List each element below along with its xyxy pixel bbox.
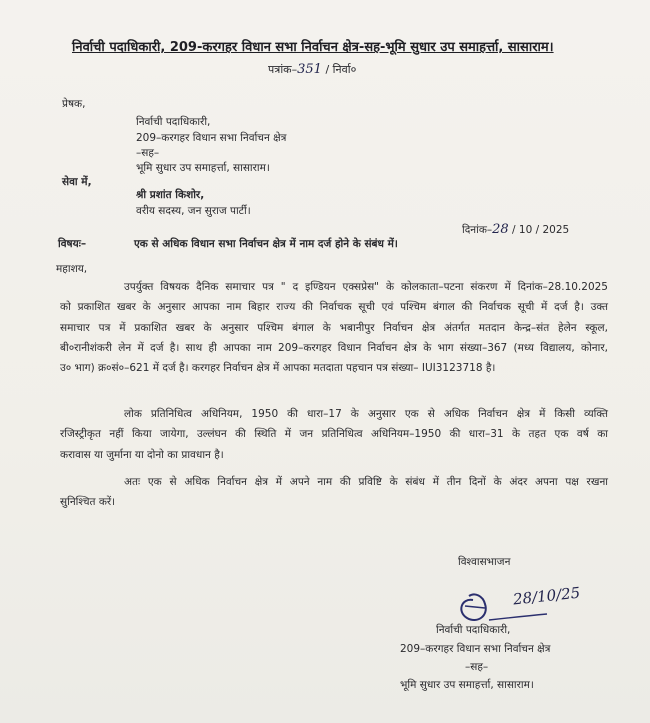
para2-line: करावास या जुर्माना या दोनो का प्रावधान है। [60,448,224,461]
handwritten-signature [455,578,595,628]
recipient-title: वरीय सदस्य, जन सुराज पार्टी। [136,205,251,217]
body-paragraph-1 [60,277,608,378]
para1-line: बी०रानीशंकरी लेन में दर्ज है। साथ ही आपका नाम 209–करगहर विधान निर्वाचन क्षेत्र के भाग संख्या–367 (मध्य विद्यालय, कोनार, [60,341,608,354]
recipient-label: सेवा में, [62,176,92,188]
ref-number-handwritten: 351 [297,62,322,77]
reference-number [268,63,356,78]
para3-line: सुनिश्चित करें। [60,496,116,509]
sender-line-3: –सह– [136,147,160,159]
ref-suffix: / निर्वा० [325,63,357,76]
recipient-name: श्री प्रशांत किशोर, [136,189,205,201]
date-day-handwritten: 28 [492,222,509,237]
closing-line-1: निर्वाची पदाधिकारी, [436,624,511,636]
sender-line-4: भूमि सुधार उप समाहर्त्ता, सासाराम। [136,162,270,174]
para2-line: लोक प्रतिनिधित्व अधिनियम, 1950 की धारा–17 के अनुसार एक से अधिक निर्वाचन क्षेत्र में किसी व्यक्ति [124,408,608,420]
para3-line: अतः एक से अधिक निर्वाचन क्षेत्र में अपने नाम की प्रविष्टि के संबंध में तीन दिनों के अंदर अपना पक्ष रखना [124,476,608,488]
sender-line-1: निर्वाची पदाधिकारी, [136,116,211,128]
sender-label: प्रेषक, [62,98,86,110]
date-suffix: / 10 / 2025 [512,224,570,236]
closing-line-3: –सह– [465,661,489,673]
date-prefix: दिनांक– [462,224,493,236]
subject-label: विषयः– [58,238,87,250]
sender-line-2: 209–करगहर विधान सभा निर्वाचन क्षेत्र [136,132,287,144]
para1-line: उ० भाग) क्र०सं०–621 में दर्ज है। करगहर निर्वाचन क्षेत्र में आपका मतदाता पहचान पत्र संख्या– IUI3123718 है। [60,362,496,375]
para1-line: उपर्युक्त विषयक दैनिक समाचार पत्र " द इण्डियन एक्सप्रेस" के कोलकाता–पटना संकरण में दिनांक–28.10.2025 [124,281,608,293]
body-paragraph-2 [60,404,608,465]
body-paragraph-3 [60,472,608,513]
para2-line: रजिस्ट्रीकृत नहीं किया जायेगा, उल्लंघन की स्थिति में जन प्रतिनिधित्व अधिनियम–1950 की धारा–31 के तहत एक वर्ष का [60,428,608,441]
salutation: महाशय, [56,263,88,275]
para1-line: समाचार पत्र में प्रकाशित खबर के अनुसार पश्चिम बंगाल के भबानीपुर निर्वाचन क्षेत्र अंतर्गत मतदान केन्द्र–संत हेलेन स्कूल, [60,321,608,334]
closing-line-4: भूमि सुधार उप समाहर्त्ता, सासाराम। [400,679,534,691]
signature-date: 28/10/25 [512,583,582,609]
ref-prefix: पत्रांक– [268,63,298,76]
para1-line: को प्रकाशित खबर के अनुसार आपका नाम बिहार राज्य की निर्वाचक सूची एवं पश्चिम बंगाल की निर्वाचक सूची में दर्ज है। उक्त [60,301,608,314]
letter-date [462,223,569,238]
subject-text: एक से अधिक विधान सभा निर्वाचन क्षेत्र में नाम दर्ज होने के संबंध में। [134,238,398,250]
closing-regards: विश्वासभाजन [458,556,511,568]
letterhead-title: निर्वाची पदाधिकारी, 209-करगहर विधान सभा निर्वाचन क्षेत्र-सह-भूमि सुधार उप समाहर्त्ता, सासाराम। [72,40,554,55]
closing-line-2: 209–करगहर विधान सभा निर्वाचन क्षेत्र [400,643,551,655]
